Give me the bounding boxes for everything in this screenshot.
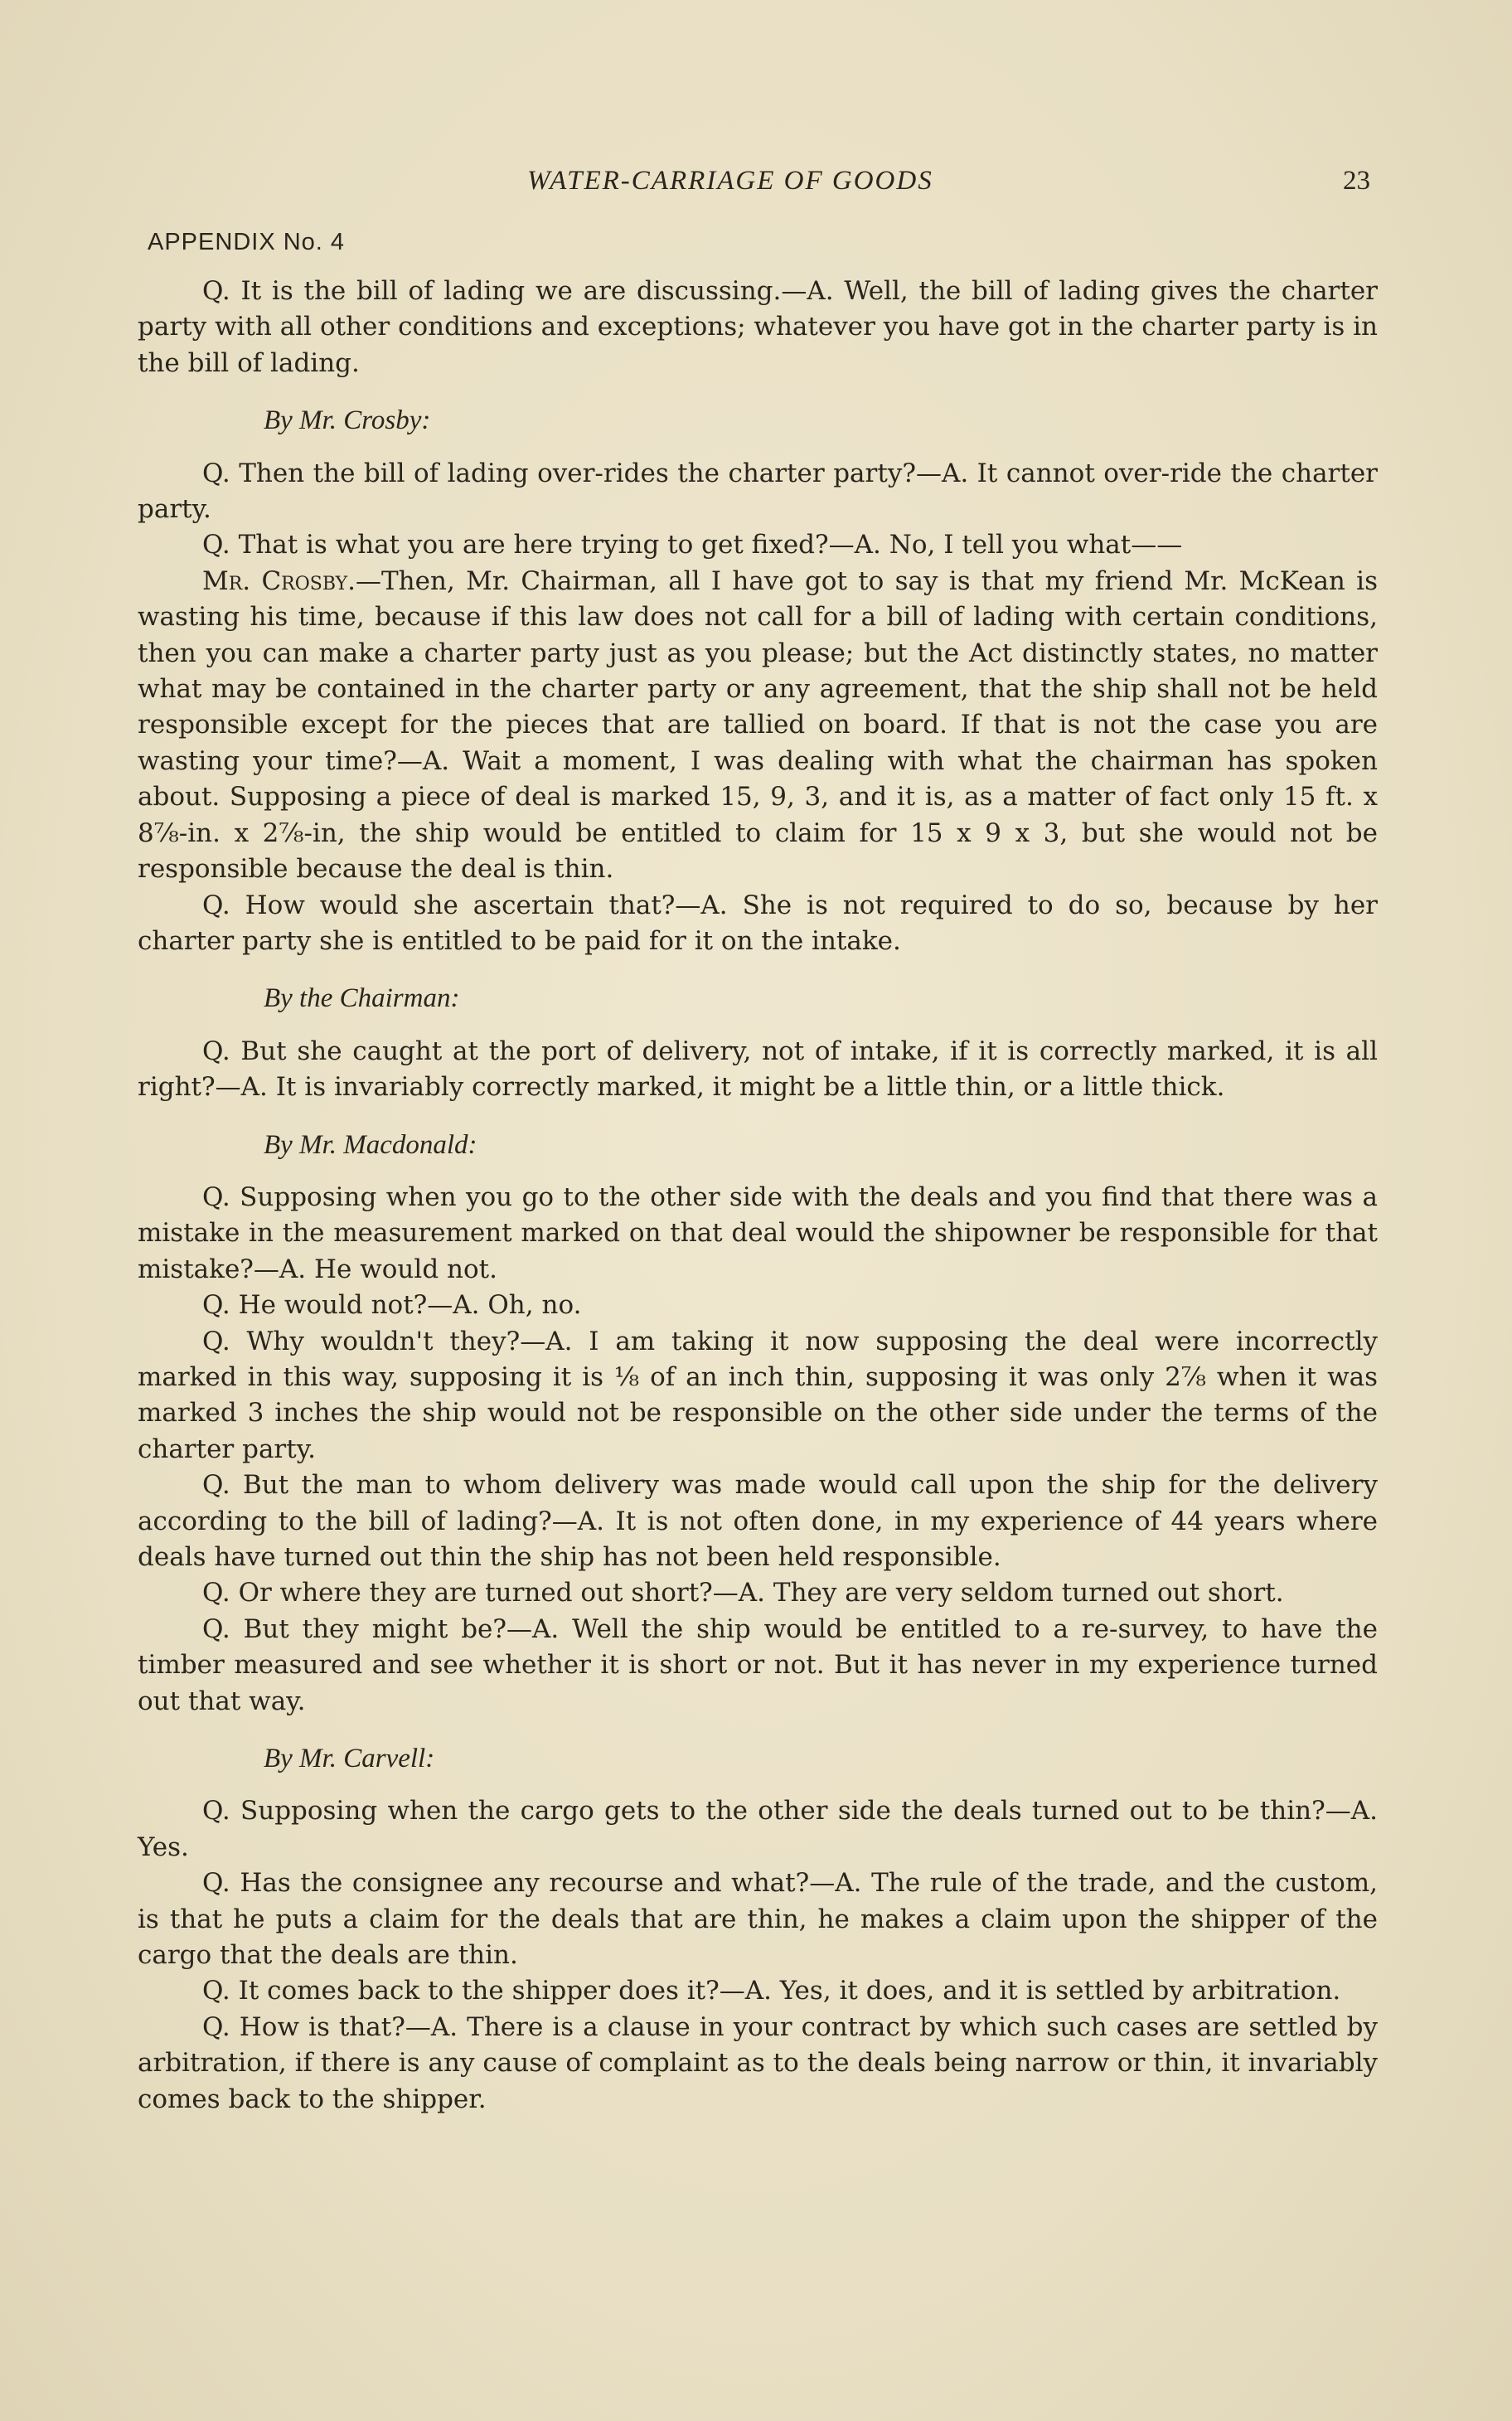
qa-paragraph: Q. Why wouldn't they?—A. I am taking it now supposing the deal were incorrectly marked in this way, supposing it is ⅛ of an inch thin, supposing it was only 2⅞ when it was marked 3 inches the ship would not be responsible on the other side under the terms of the charter party. xyxy=(138,1326,1378,1464)
qa-paragraph: Q. That is what you are here trying to get fixed?—A. No, I tell you what—— xyxy=(202,530,1183,560)
qa-paragraph: Q. Has the consignee any recourse and what?—A. The rule of the trade, and the custom, is that he puts a claim for the deals that are thin, he makes a claim upon the shipper of the cargo that the deals are thin. xyxy=(138,1868,1378,1971)
running-title: WATER-CARRIAGE OF GOODS xyxy=(527,166,933,196)
page-number: 23 xyxy=(1343,166,1370,196)
speaker-heading: By Mr. Carvell: xyxy=(264,1744,435,1774)
appendix-label: APPENDIX No. 4 xyxy=(148,229,346,255)
qa-paragraph: Q. How would she ascertain that?—A. She is not required to do so, because by her charter party she is entitled to be paid for it on the intake. xyxy=(138,890,1378,956)
speaker-heading: By Mr. Crosby: xyxy=(264,405,431,436)
speaker-heading: By the Chairman: xyxy=(264,983,460,1014)
qa-paragraph: Q. Then the bill of lading over-rides the charter party?—A. It cannot over-ride the charter party. xyxy=(138,458,1378,525)
speaker-heading: By Mr. Macdonald: xyxy=(264,1129,477,1160)
qa-paragraph: Q. Supposing when you go to the other side with the deals and you find that there was a mistake in the measurement marked on that deal would the shipowner be responsible for that mistake?—A. He would not. xyxy=(138,1181,1378,1284)
speaker-name: Mr. Crosby. xyxy=(202,565,356,596)
statement-paragraph xyxy=(138,564,1378,888)
qa-paragraph: Q. But the man to whom delivery was made would call upon the ship for the delivery according to the bill of lading?—A. It is not often done, in my experience of 44 years where deals have turned out thin the ship has not been held responsible. xyxy=(138,1470,1378,1572)
qa-paragraph: Q. It comes back to the shipper does it?—A. Yes, it does, and it is settled by arbitration. xyxy=(202,1976,1341,2006)
qa-paragraph: Q. How is that?—A. There is a clause in your contract by which such cases are settled by arbitration, if there is any cause of complaint as to the deals being narrow or thin, it invariably comes back to the shipper. xyxy=(138,2011,1378,2114)
statement-text: —Then, Mr. Chairman, all I have got to say is that my friend Mr. McKean is wasting his time, because if this law does not call for a bill of lading with certain conditions, then you can make a charter party just as you please; but the Act distinctly states, no matter what may be contained in the charter party or any agreement, that the ship shall not be held responsible except for the pieces that are tallied on board. If that is not the case you are wasting your time?—A. Wait a moment, I was dealing with what the chairman has spoken about. Supposing a piece of deal is marked 15, 9, 3, and it is, as a matter of fact only 15 ft. x 8⅞-in. x 2⅞-in, the ship would be entitled to claim for 15 x 9 x 3, but she would not be responsible because the deal is thin. xyxy=(138,565,1378,885)
qa-paragraph: Q. But she caught at the port of delivery, not of intake, if it is correctly marked, it is all right?—A. It is invariably correctly marked, it might be a little thin, or a little thick. xyxy=(138,1036,1378,1103)
testimony-body xyxy=(138,274,1378,2118)
qa-paragraph: Q. He would not?—A. Oh, no. xyxy=(202,1290,582,1321)
qa-paragraph: Q. Supposing when the cargo gets to the other side the deals turned out to be thin?—A. Yes. xyxy=(138,1796,1378,1862)
qa-paragraph: Q. It is the bill of lading we are discussing.—A. Well, the bill of lading gives the charter party with all other conditions and exceptions; whatever you have got in the charter party is in the bill of lading. xyxy=(138,276,1378,378)
qa-paragraph: Q. Or where they are turned out short?—A. They are very seldom turned out short. xyxy=(202,1578,1284,1608)
qa-paragraph: Q. But they might be?—A. Well the ship would be entitled to a re-survey, to have the timber measured and see whether it is short or not. But it has never in my experience turned out that way. xyxy=(138,1613,1378,1716)
